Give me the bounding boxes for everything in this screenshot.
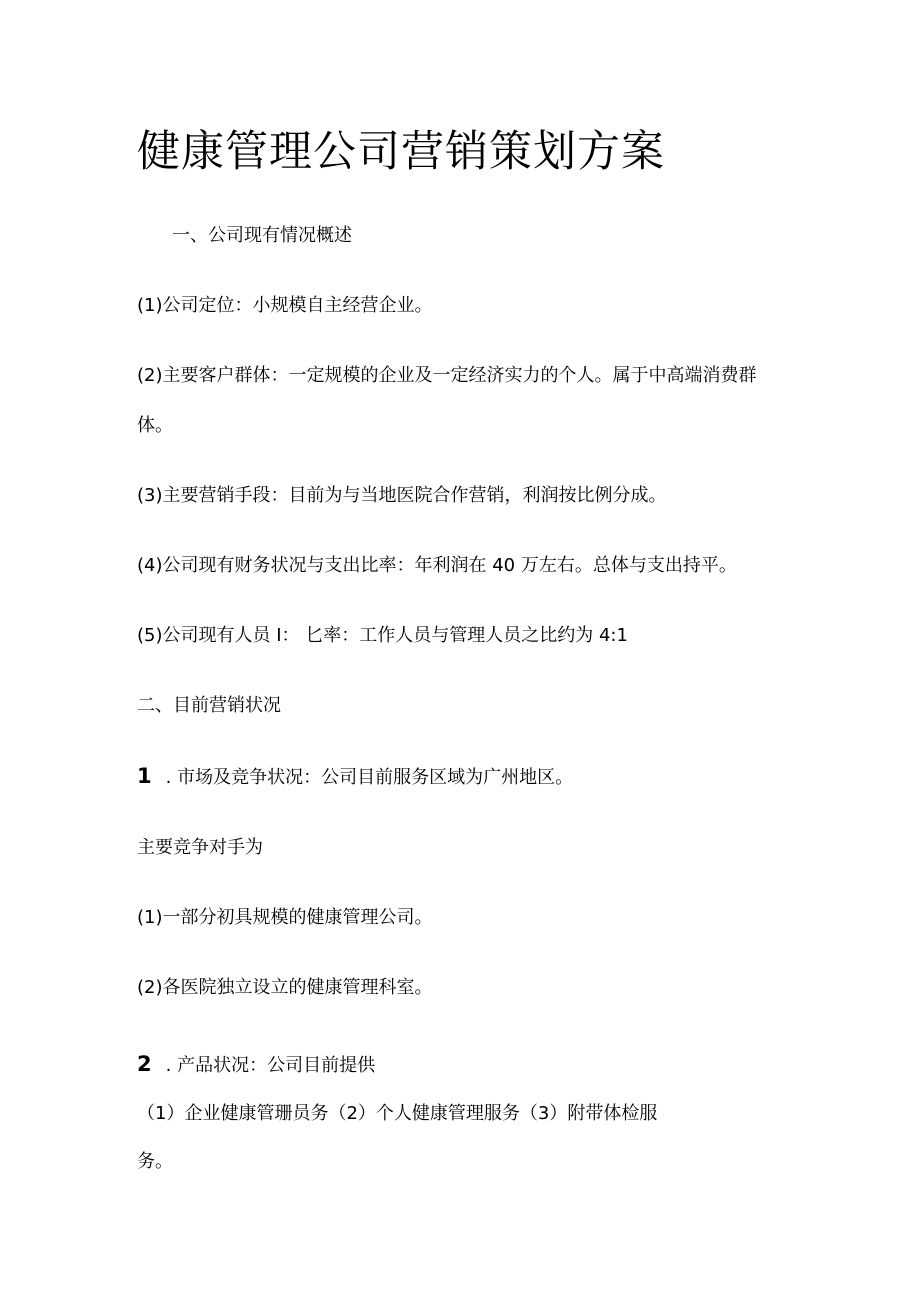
point-2	[137, 1052, 375, 1078]
competitor-1: (1)一部分初具规模的健康管理公司。	[137, 907, 433, 928]
document-title: 健康管理公司营销策划方案	[137, 127, 665, 177]
point-2-text: . 产品状况：公司目前提供	[165, 1055, 376, 1076]
section2-heading: 二、目前营销状况	[137, 695, 281, 716]
item-2-line-2: 体。	[137, 415, 173, 436]
competitor-2: (2)各医院独立设立的健康管理科室。	[137, 977, 433, 998]
point-2-number: 2	[137, 1052, 152, 1076]
competitors-label: 主要竞争对手为	[137, 837, 263, 858]
point-1	[137, 764, 573, 790]
item-2-line-1: (2)主要客户群体：一定规模的企业及一定经济实力的个人。属于中高端消费群	[137, 365, 757, 386]
products-line-1: （1）企业健康管珊员务（2）个人健康管理服务（3）附带体检服	[137, 1103, 658, 1124]
item-3: (3)主要营销手段：目前为与当地医院合作营销，利润按比例分成。	[137, 485, 667, 506]
item-1: (1)公司定位：小规模自主经营企业。	[137, 295, 433, 316]
item-4: (4)公司现有财务状况与支出比率：年利润在 40 万左右。总体与支出持平。	[137, 555, 737, 576]
point-1-number: 1	[137, 764, 152, 788]
section1-heading: 一、公司现有情况概述	[172, 225, 352, 246]
point-1-text: . 市场及竞争状况：公司目前服务区域为广州地区。	[165, 767, 574, 788]
item-5: (5)公司现有人员 I： 匕率：工作人员与管理人员之比约为 4:1	[137, 625, 628, 646]
products-line-2: 务。	[137, 1151, 173, 1172]
